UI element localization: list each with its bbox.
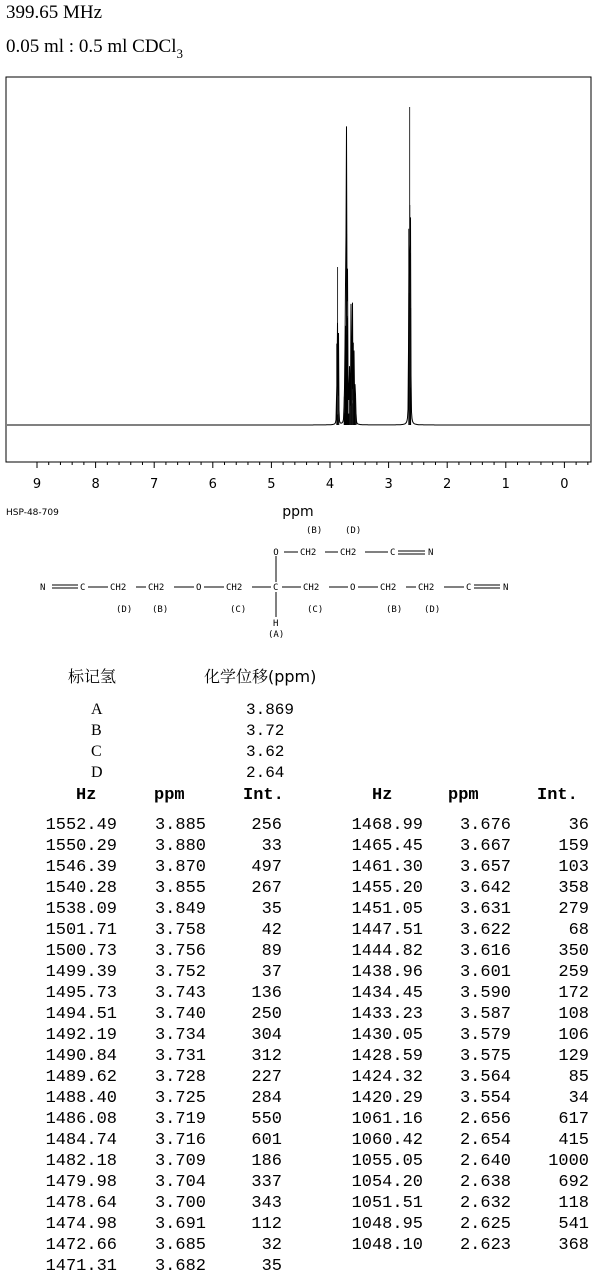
table-right-header-ppm: ppm xyxy=(448,786,479,805)
cell-ppm: 2.640 xyxy=(459,1152,511,1171)
sample-text: 0.05 ml : 0.5 ml CDCl xyxy=(6,36,177,57)
cell-int: 103 xyxy=(558,858,589,877)
cell-ppm: 3.642 xyxy=(459,879,511,898)
cell-ppm: 3.700 xyxy=(154,1194,206,1213)
cell-hz: 1465.45 xyxy=(351,837,423,856)
cell-hz: 1474.98 xyxy=(45,1215,117,1234)
cell-int: 85 xyxy=(568,1068,589,1087)
cell-ppm: 3.676 xyxy=(459,816,511,835)
cell-int: 415 xyxy=(558,1131,589,1150)
cell-int: 343 xyxy=(251,1194,282,1213)
cell-ppm: 3.590 xyxy=(459,984,511,1003)
x-tick-label: 6 xyxy=(208,477,217,492)
table-right-header-int: Int. xyxy=(537,786,578,805)
struct-n-left: N xyxy=(40,583,46,593)
assignment-shift: 3.869 xyxy=(246,701,295,719)
cell-int: 35 xyxy=(261,900,282,919)
cell-int: 42 xyxy=(261,921,282,940)
cell-int: 497 xyxy=(251,858,282,877)
cell-hz: 1468.99 xyxy=(351,816,423,835)
struct-label-d-left: (D) xyxy=(116,605,133,615)
cell-int: 304 xyxy=(251,1026,282,1045)
cell-hz: 1484.74 xyxy=(45,1131,117,1150)
cell-int: 172 xyxy=(558,984,589,1003)
cell-ppm: 2.638 xyxy=(459,1173,511,1192)
cell-ppm: 3.734 xyxy=(154,1026,206,1045)
cell-int: 118 xyxy=(558,1194,589,1213)
cell-int: 601 xyxy=(251,1131,282,1150)
struct-ch2-top-2: CH2 xyxy=(340,548,357,558)
spectrum-trace xyxy=(7,126,590,425)
cell-hz: 1546.39 xyxy=(45,858,117,877)
cell-int: 34 xyxy=(568,1089,589,1108)
cell-int: 337 xyxy=(251,1173,282,1192)
cell-int: 368 xyxy=(558,1236,589,1255)
cell-ppm: 3.587 xyxy=(459,1005,511,1024)
cell-int: 250 xyxy=(251,1005,282,1024)
x-axis-ticks xyxy=(6,462,591,492)
cell-hz: 1461.30 xyxy=(351,858,423,877)
struct-ch2-top-1: CH2 xyxy=(300,548,317,558)
assignment-shift: 3.72 xyxy=(246,722,285,740)
cell-hz: 1428.59 xyxy=(351,1047,423,1066)
cell-ppm: 2.623 xyxy=(459,1236,511,1255)
cell-ppm: 3.631 xyxy=(459,900,511,919)
sample-subscript: 3 xyxy=(176,46,183,61)
table-left-header-ppm: ppm xyxy=(154,786,185,805)
cell-ppm: 3.743 xyxy=(154,984,206,1003)
struct-h: H xyxy=(273,619,279,629)
cell-hz: 1501.71 xyxy=(45,921,117,940)
struct-label-d-right: (D) xyxy=(424,605,441,615)
cell-int: 89 xyxy=(261,942,282,961)
assignment-label: C xyxy=(91,743,102,760)
cell-hz: 1486.08 xyxy=(45,1110,117,1129)
struct-o-right: O xyxy=(350,583,356,593)
cell-hz: 1492.19 xyxy=(45,1026,117,1045)
cell-hz: 1048.95 xyxy=(351,1215,423,1234)
cell-ppm: 3.849 xyxy=(154,900,206,919)
cell-hz: 1433.23 xyxy=(351,1005,423,1024)
struct-n-top: N xyxy=(428,548,434,558)
cell-hz: 1489.62 xyxy=(45,1068,117,1087)
cell-ppm: 3.682 xyxy=(154,1257,206,1276)
struct-o-left: O xyxy=(196,583,202,593)
cell-hz: 1061.16 xyxy=(351,1110,423,1129)
cell-ppm: 3.731 xyxy=(154,1047,206,1066)
cell-ppm: 3.575 xyxy=(459,1047,511,1066)
cell-int: 259 xyxy=(558,963,589,982)
cell-ppm: 3.725 xyxy=(154,1089,206,1108)
cell-ppm: 2.654 xyxy=(459,1131,511,1150)
cell-ppm: 3.579 xyxy=(459,1026,511,1045)
cell-ppm: 3.564 xyxy=(459,1068,511,1087)
struct-label-top-d: (D) xyxy=(345,526,362,536)
cell-ppm: 3.657 xyxy=(459,858,511,877)
struct-label-top-b: (B) xyxy=(306,526,323,536)
assignment-header-label: 标记氢 xyxy=(68,667,117,686)
cell-hz: 1051.51 xyxy=(351,1194,423,1213)
cell-int: 112 xyxy=(251,1215,282,1234)
struct-label-a: (A) xyxy=(268,630,285,640)
struct-c-top: C xyxy=(390,548,396,558)
cell-ppm: 3.880 xyxy=(154,837,206,856)
struct-ch2-left-1: CH2 xyxy=(110,583,127,593)
cell-int: 35 xyxy=(261,1257,282,1276)
cell-hz: 1420.29 xyxy=(351,1089,423,1108)
struct-ch2-left-2: CH2 xyxy=(148,583,165,593)
cell-int: 227 xyxy=(251,1068,282,1087)
spectrum-code: HSP-48-709 xyxy=(6,508,59,518)
cell-hz: 1478.64 xyxy=(45,1194,117,1213)
cell-hz: 1472.66 xyxy=(45,1236,117,1255)
x-tick-label: 7 xyxy=(150,477,159,492)
cell-ppm: 3.616 xyxy=(459,942,511,961)
struct-c-right: C xyxy=(466,583,472,593)
molecule-structure xyxy=(0,520,595,645)
x-tick-label: 1 xyxy=(501,477,510,492)
cell-hz: 1538.09 xyxy=(45,900,117,919)
cell-int: 129 xyxy=(558,1047,589,1066)
cell-hz: 1482.18 xyxy=(45,1152,117,1171)
table-left-header-hz: Hz xyxy=(76,786,97,805)
cell-hz: 1447.51 xyxy=(351,921,423,940)
cell-ppm: 2.625 xyxy=(459,1215,511,1234)
cell-ppm: 3.885 xyxy=(154,816,206,835)
cell-hz: 1495.73 xyxy=(45,984,117,1003)
struct-ch2-right-1: CH2 xyxy=(303,583,320,593)
struct-ch2-left-3: CH2 xyxy=(226,583,243,593)
cell-hz: 1490.84 xyxy=(45,1047,117,1066)
cell-hz: 1550.29 xyxy=(45,837,117,856)
spectrometer-frequency: 399.65 MHz xyxy=(6,2,103,23)
cell-int: 350 xyxy=(558,942,589,961)
x-tick-label: 2 xyxy=(443,477,452,492)
cell-int: 284 xyxy=(251,1089,282,1108)
cell-ppm: 3.622 xyxy=(459,921,511,940)
cell-ppm: 2.656 xyxy=(459,1110,511,1129)
struct-n-right: N xyxy=(503,583,509,593)
struct-c-center: C xyxy=(273,583,279,593)
plot-frame xyxy=(6,77,591,462)
peak-lines xyxy=(337,107,411,425)
struct-ch2-right-3: CH2 xyxy=(418,583,435,593)
cell-hz: 1499.39 xyxy=(45,963,117,982)
struct-label-b-right: (B) xyxy=(386,605,403,615)
cell-int: 159 xyxy=(558,837,589,856)
cell-int: 108 xyxy=(558,1005,589,1024)
x-tick-label: 4 xyxy=(325,477,335,492)
cell-ppm: 3.752 xyxy=(154,963,206,982)
cell-int: 136 xyxy=(251,984,282,1003)
cell-ppm: 3.691 xyxy=(154,1215,206,1234)
cell-int: 68 xyxy=(568,921,589,940)
cell-ppm: 3.554 xyxy=(459,1089,511,1108)
cell-hz: 1444.82 xyxy=(351,942,423,961)
struct-label-c-right: (C) xyxy=(307,605,324,615)
cell-int: 267 xyxy=(251,879,282,898)
x-tick-label: 8 xyxy=(91,477,100,492)
cell-hz: 1540.28 xyxy=(45,879,117,898)
cell-hz: 1500.73 xyxy=(45,942,117,961)
cell-hz: 1060.42 xyxy=(351,1131,423,1150)
cell-ppm: 3.728 xyxy=(154,1068,206,1087)
cell-hz: 1434.45 xyxy=(351,984,423,1003)
assignment-label: B xyxy=(91,722,102,739)
cell-int: 106 xyxy=(558,1026,589,1045)
cell-int: 32 xyxy=(261,1236,282,1255)
cell-hz: 1438.96 xyxy=(351,963,423,982)
cell-int: 186 xyxy=(251,1152,282,1171)
cell-int: 358 xyxy=(558,879,589,898)
cell-int: 617 xyxy=(558,1110,589,1129)
struct-c-left: C xyxy=(80,583,86,593)
struct-ch2-right-2: CH2 xyxy=(380,583,397,593)
cell-ppm: 3.716 xyxy=(154,1131,206,1150)
cell-int: 550 xyxy=(251,1110,282,1129)
cell-ppm: 3.709 xyxy=(154,1152,206,1171)
x-tick-label: 0 xyxy=(560,477,569,492)
cell-hz: 1048.10 xyxy=(351,1236,423,1255)
cell-ppm: 3.685 xyxy=(154,1236,206,1255)
nmr-spectrum-chart xyxy=(0,0,595,525)
cell-hz: 1479.98 xyxy=(45,1173,117,1192)
cell-ppm: 3.756 xyxy=(154,942,206,961)
x-axis-label: ppm xyxy=(282,504,314,520)
table-right-header-hz: Hz xyxy=(372,786,393,805)
cell-int: 37 xyxy=(261,963,282,982)
struct-label-c-left: (C) xyxy=(230,605,247,615)
cell-int: 692 xyxy=(558,1173,589,1192)
cell-hz: 1455.20 xyxy=(351,879,423,898)
cell-int: 279 xyxy=(558,900,589,919)
cell-hz: 1471.31 xyxy=(45,1257,117,1276)
cell-int: 33 xyxy=(261,837,282,856)
cell-hz: 1054.20 xyxy=(351,1173,423,1192)
struct-label-b-left: (B) xyxy=(152,605,169,615)
cell-hz: 1552.49 xyxy=(45,816,117,835)
assignment-label: D xyxy=(91,764,103,781)
assignment-shift: 2.64 xyxy=(246,764,285,782)
x-tick-label: 3 xyxy=(384,477,393,492)
cell-ppm: 3.704 xyxy=(154,1173,206,1192)
x-tick-label: 9 xyxy=(32,477,42,492)
cell-int: 541 xyxy=(558,1215,589,1234)
cell-int: 312 xyxy=(251,1047,282,1066)
table-left-header-int: Int. xyxy=(243,786,284,805)
cell-ppm: 3.758 xyxy=(154,921,206,940)
cell-hz: 1424.32 xyxy=(351,1068,423,1087)
x-tick-label: 5 xyxy=(267,477,276,492)
cell-ppm: 3.870 xyxy=(154,858,206,877)
cell-ppm: 3.719 xyxy=(154,1110,206,1129)
struct-o-top: O xyxy=(273,548,279,558)
cell-hz: 1451.05 xyxy=(351,900,423,919)
cell-ppm: 3.601 xyxy=(459,963,511,982)
cell-int: 1000 xyxy=(548,1152,589,1171)
cell-ppm: 3.855 xyxy=(154,879,206,898)
cell-ppm: 3.667 xyxy=(459,837,511,856)
cell-hz: 1055.05 xyxy=(351,1152,423,1171)
assignment-shift: 3.62 xyxy=(246,743,285,761)
assignment-label: A xyxy=(91,701,103,718)
cell-int: 256 xyxy=(251,816,282,835)
cell-hz: 1488.40 xyxy=(45,1089,117,1108)
cell-ppm: 3.740 xyxy=(154,1005,206,1024)
assignment-header-shift: 化学位移(ppm) xyxy=(204,667,317,686)
cell-hz: 1494.51 xyxy=(45,1005,117,1024)
cell-ppm: 2.632 xyxy=(459,1194,511,1213)
cell-int: 36 xyxy=(568,816,589,835)
cell-hz: 1430.05 xyxy=(351,1026,423,1045)
